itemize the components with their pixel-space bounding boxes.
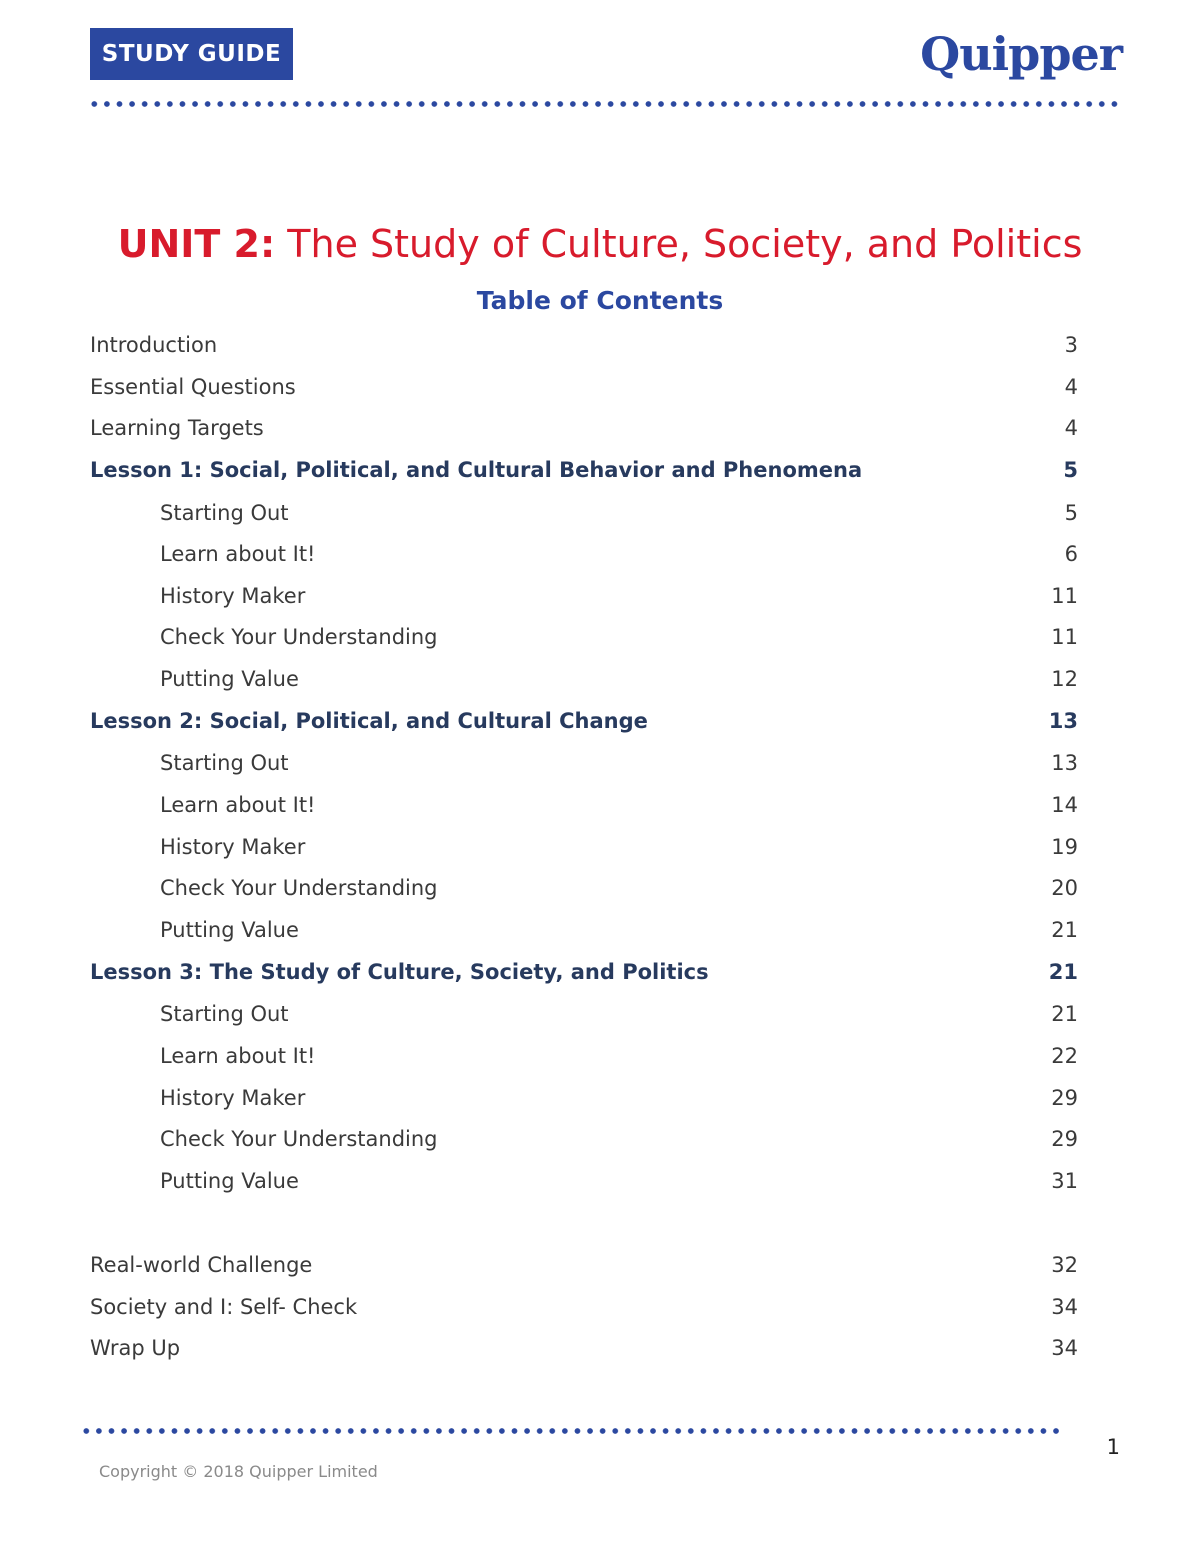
toc-entry-page: 21: [1051, 918, 1078, 942]
toc-entry-wrap-up[interactable]: [90, 1331, 1078, 1365]
toc-entry-self-check[interactable]: [90, 1290, 1078, 1324]
toc-entry-page: 21: [1051, 1002, 1078, 1026]
copyright-notice: Copyright © 2018 Quipper Limited: [99, 1462, 378, 1481]
toc-entry-lesson-2-history-maker[interactable]: [90, 830, 1078, 864]
toc-entry-page: 11: [1051, 584, 1078, 608]
toc-entry-lesson-2-learn-about-it[interactable]: [90, 788, 1078, 822]
toc-entry-page: 34: [1051, 1295, 1078, 1319]
toc-entry-title: Lesson 2: Social, Political, and Cultural Change: [90, 709, 648, 733]
toc-entry-title: Learn about It!: [160, 542, 316, 566]
toc-entry-title: Check Your Understanding: [160, 625, 438, 649]
toc-entry-lesson-2[interactable]: [90, 704, 1078, 738]
toc-entry-lesson-1-putting-value[interactable]: [90, 662, 1078, 696]
toc-entry-page: 14: [1051, 793, 1078, 817]
toc-entry-essential-questions[interactable]: [90, 370, 1078, 404]
toc-entry-page: 21: [1048, 960, 1078, 984]
toc-entry-lesson-3-history-maker[interactable]: [90, 1081, 1078, 1115]
toc-entry-title: Society and I: Self- Check: [90, 1295, 358, 1319]
toc-entry-title: Lesson 1: Social, Political, and Cultural Behavior and Phenomena: [90, 458, 863, 482]
toc-entry-page: 13: [1048, 709, 1078, 733]
toc-entry-page: 34: [1051, 1336, 1078, 1360]
toc-entry-title: Real-world Challenge: [90, 1253, 313, 1277]
toc-entry-title: History Maker: [160, 1086, 306, 1110]
study-guide-label: STUDY GUIDE: [101, 41, 282, 67]
toc-entry-lesson-2-putting-value[interactable]: [90, 913, 1078, 947]
toc-entry-page: 31: [1051, 1169, 1078, 1193]
toc-entry-page: 20: [1051, 876, 1078, 900]
toc-entry-lesson-1-learn-about-it[interactable]: [90, 537, 1078, 571]
toc-entry-title: Starting Out: [160, 751, 289, 775]
toc-entry-page: 5: [1064, 501, 1078, 525]
toc-entry-real-world-challenge[interactable]: [90, 1248, 1078, 1282]
toc-entry-title: Wrap Up: [90, 1336, 181, 1360]
toc-entry-lesson-1-starting-out[interactable]: [90, 496, 1078, 530]
toc-entry-lesson-2-check-your-understanding[interactable]: [90, 871, 1078, 905]
toc-entry-lesson-1-history-maker[interactable]: [90, 579, 1078, 613]
toc-entry-learning-targets[interactable]: [90, 411, 1078, 445]
toc-entry-title: Starting Out: [160, 501, 289, 525]
toc-entry-title: Learn about It!: [160, 1044, 316, 1068]
toc-entry-page: 29: [1051, 1086, 1078, 1110]
toc-entry-page: 5: [1063, 458, 1078, 482]
toc-entry-page: 4: [1064, 416, 1078, 440]
toc-entry-title: Putting Value: [160, 667, 299, 691]
toc-entry-title: Check Your Understanding: [160, 876, 438, 900]
toc-entry-page: 22: [1051, 1044, 1078, 1068]
toc-entry-title: Essential Questions: [90, 375, 296, 399]
toc-entry-title: History Maker: [160, 835, 306, 859]
toc-entry-title: Starting Out: [160, 1002, 289, 1026]
toc-entry-page: 13: [1051, 751, 1078, 775]
toc-entry-page: 12: [1051, 667, 1078, 691]
toc-entry-lesson-2-starting-out[interactable]: [90, 746, 1078, 780]
toc-entry-page: 6: [1064, 542, 1078, 566]
unit-name: The Study of Culture, Society, and Politics: [275, 222, 1083, 266]
toc-entry-title: Check Your Understanding: [160, 1127, 438, 1151]
toc-heading: Table of Contents: [476, 286, 724, 315]
toc-entry-page: 3: [1064, 333, 1078, 357]
unit-label: UNIT 2:: [117, 222, 276, 266]
toc-entry-lesson-3-starting-out[interactable]: [90, 997, 1078, 1031]
toc-entry-page: 4: [1064, 375, 1078, 399]
toc-entry-page: 11: [1051, 625, 1078, 649]
toc-entry-title: Putting Value: [160, 1169, 299, 1193]
toc-entry-title: Learning Targets: [90, 416, 264, 440]
toc-entry-title: Putting Value: [160, 918, 299, 942]
toc-entry-title: History Maker: [160, 584, 306, 608]
toc-entry-title: Introduction: [90, 333, 218, 357]
toc-entry-introduction[interactable]: [90, 328, 1078, 362]
page-number: 1: [1106, 1435, 1120, 1459]
toc-entry-lesson-1[interactable]: [90, 453, 1078, 487]
toc-entry-lesson-3-learn-about-it[interactable]: [90, 1039, 1078, 1073]
toc-entry-page: 32: [1051, 1253, 1078, 1277]
toc-entry-lesson-3-check-your-understanding[interactable]: [90, 1122, 1078, 1156]
bottom-dotted-divider: [80, 1428, 1064, 1434]
brand-logo: Quipper: [920, 27, 1122, 81]
toc-entry-lesson-3[interactable]: [90, 955, 1078, 989]
toc-entry-page: 29: [1051, 1127, 1078, 1151]
toc-entry-lesson-1-check-your-understanding[interactable]: [90, 620, 1078, 654]
toc-entry-page: 19: [1051, 835, 1078, 859]
toc-entry-lesson-3-putting-value[interactable]: [90, 1164, 1078, 1198]
toc-entry-title: Lesson 3: The Study of Culture, Society, and Politics: [90, 960, 709, 984]
toc-entry-title: Learn about It!: [160, 793, 316, 817]
